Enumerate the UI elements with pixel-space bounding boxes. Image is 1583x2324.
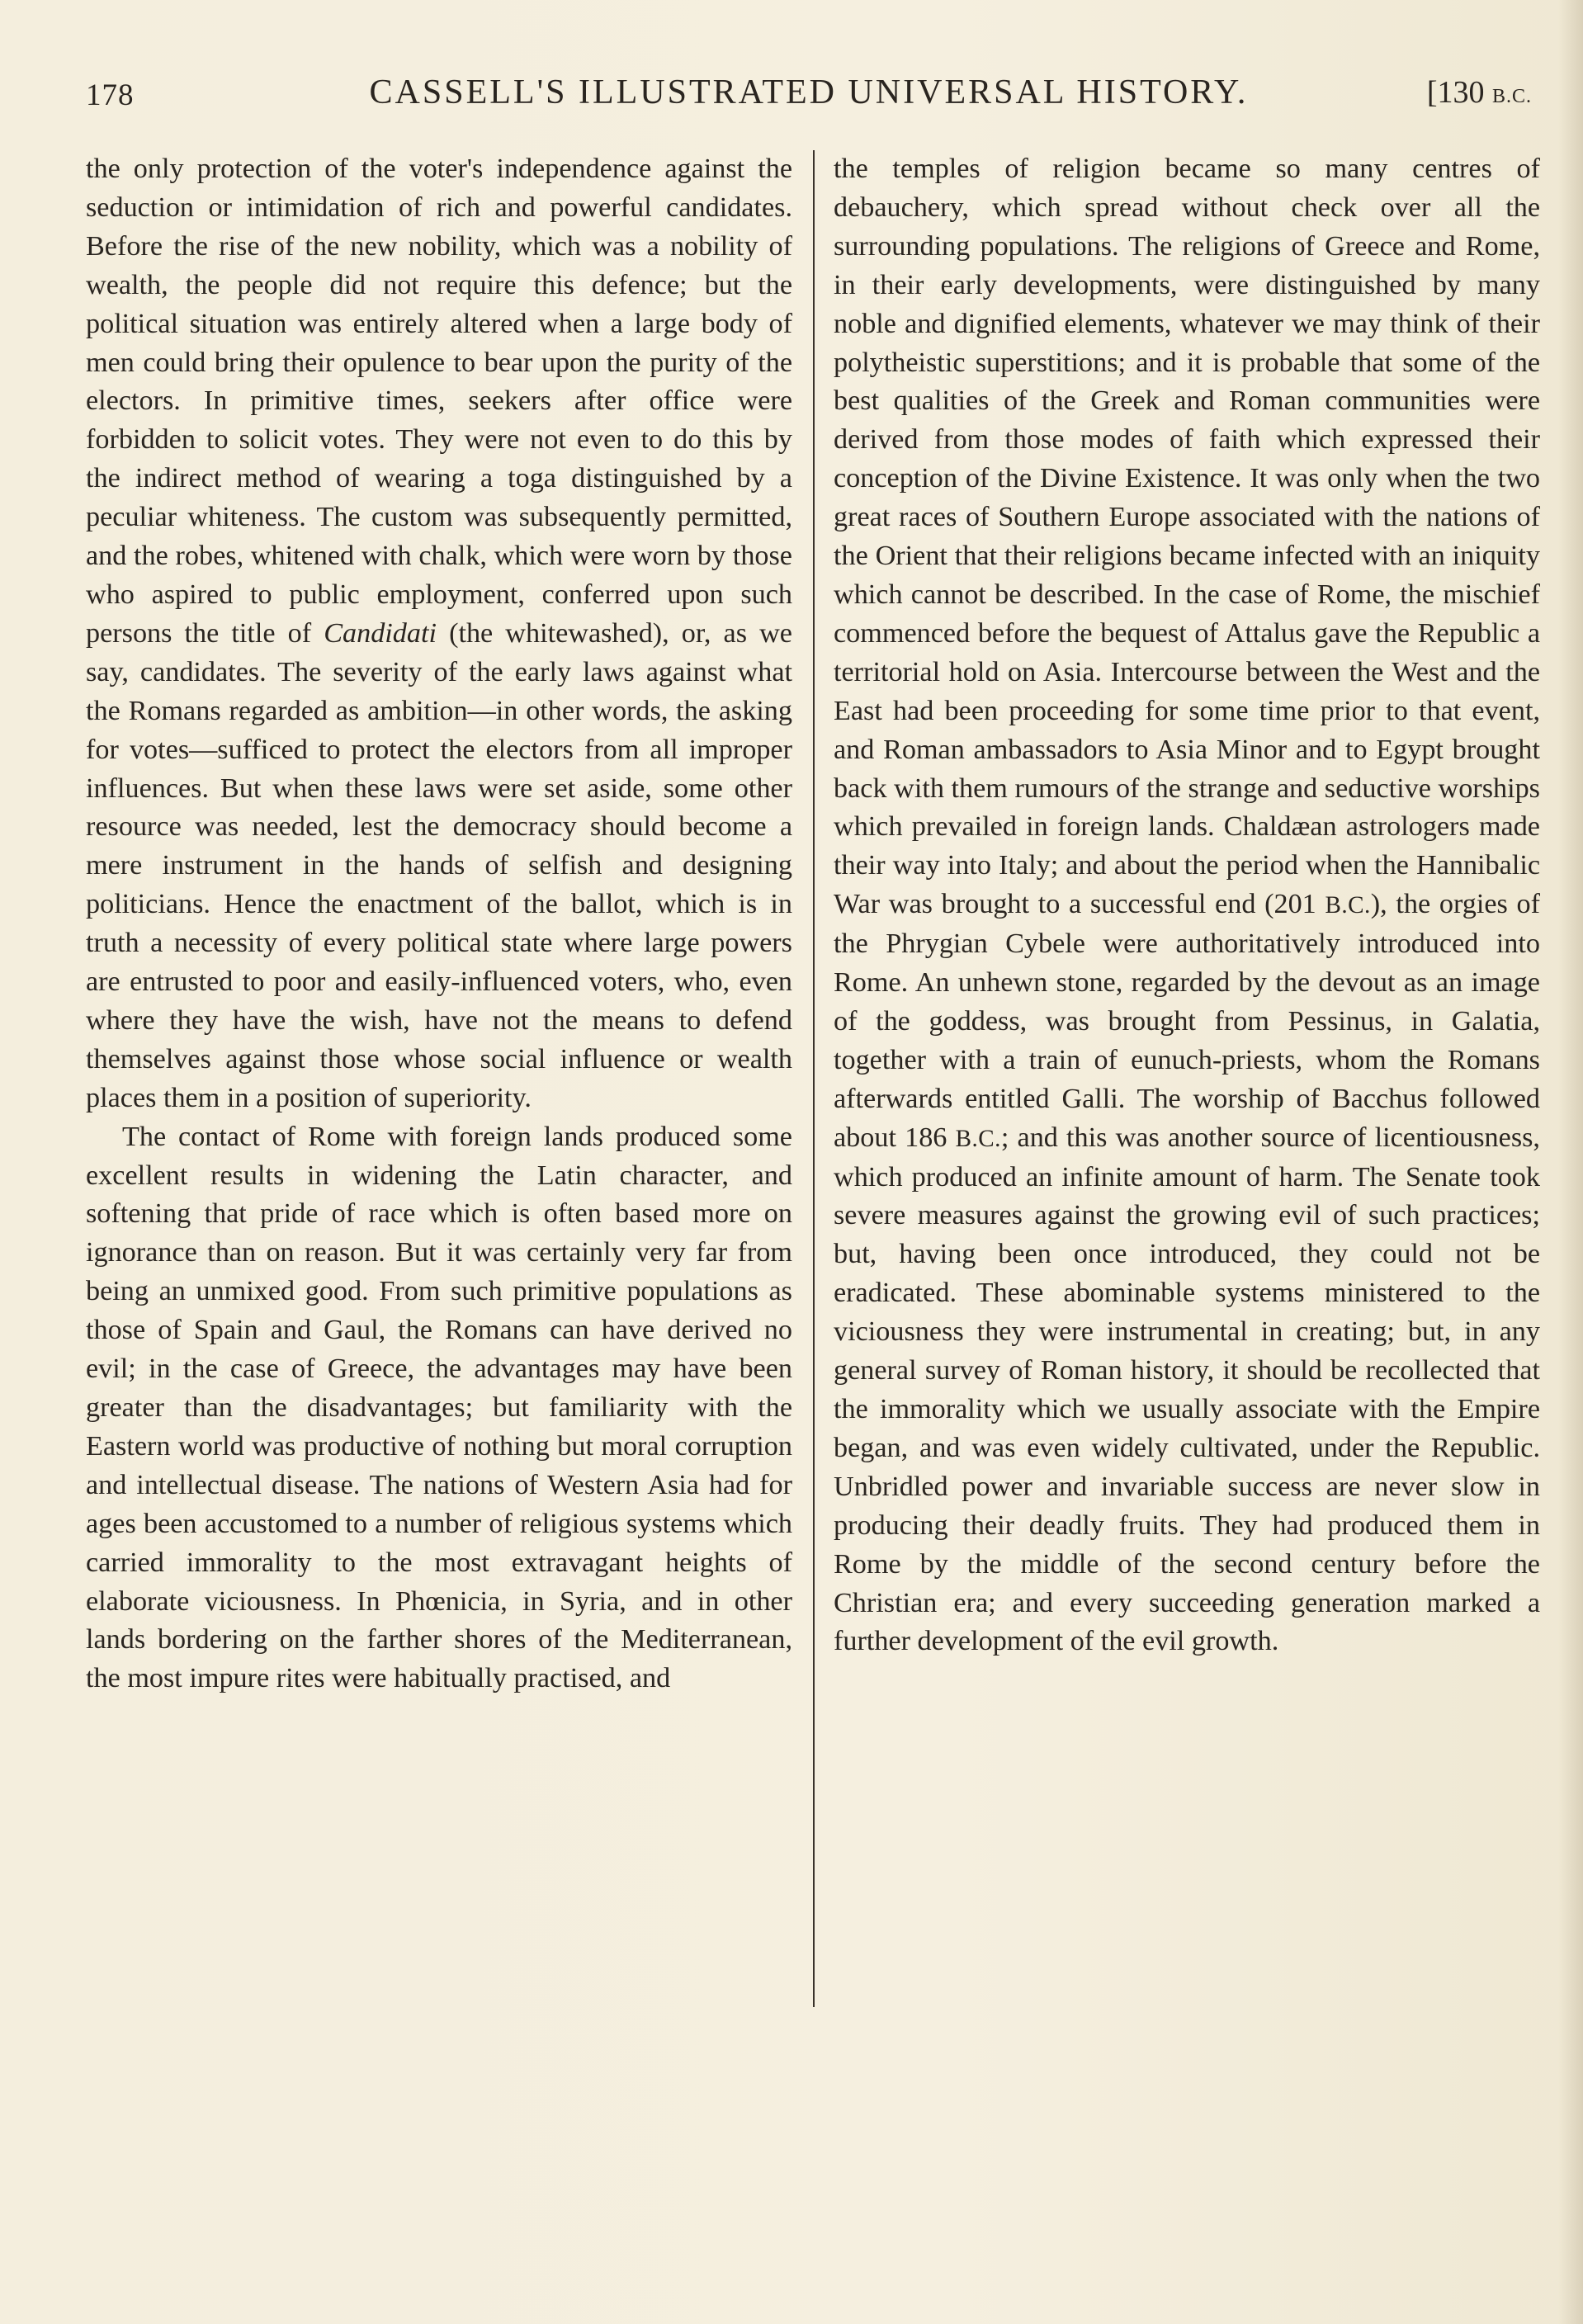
page-header xyxy=(86,66,1532,116)
text-run: ; and this was another source of licentiousness, which produced an infinite amount of harm. The Senate took severe measures against the growing evil of such practices; but, having been once introduced, they could not be eradicated. These abominable systems ministered to the viciousness they were instrumental in creating; but, in any general survey of Roman history, it should be recollected that the immorality which we usually associate with the Empire began, and was even widely cultivated, under the Republic. Unbridled power and invariable success are never slow in producing their deadly fruits. They had produced them in Rome by the middle of the second century before the Christian era; and every succeeding generation marked a further development of the evil growth. xyxy=(834,1122,1540,1657)
left-column xyxy=(86,150,792,1698)
era-abbreviation: B.C. xyxy=(1325,892,1371,919)
paragraph xyxy=(86,150,792,1118)
paragraph: The contact of Rome with foreign lands produced some excellent results in widening the Latin character, and softening that pride of race which is often based more on ignorance than on reason. But it was certainly very far from being an unmixed good. From such primitive populations as those of Spain and Gaul, the Romans can have derived no evil; in the case of Greece, the advantages may have been greater than the disadvantages; but familiarity with the Eastern world was productive of nothing but moral corruption and intellectual disease. The nations of Western Asia had for ages been accustomed to a number of religious systems which carried immorality to the most extravagant heights of elaborate viciousness. In Phœnicia, in Syria, and in other lands bordering on the farther shores of the Mediterranean, the most impure rites were habitually practised, and xyxy=(86,1121,792,1694)
italic-term: Candidati xyxy=(324,617,437,649)
right-column xyxy=(834,150,1540,1661)
paragraph xyxy=(834,150,1540,1661)
page-number: 178 xyxy=(86,78,135,112)
era-abbreviation: B.C. xyxy=(955,1125,1001,1152)
text-run: ), the orgies of the Phrygian Cybele were authoritatively introduced into Rome. An unhewn stone, regarded by the devout as an image of the goddess, was brought from Pessinus, in Galatia, together with a train of eunuch-priests, whom the Romans afterwards entitled Galli. The worship of Bacchus followed about 186 xyxy=(834,889,1540,1153)
date-bracket: [130 xyxy=(1426,75,1485,110)
column-divider xyxy=(813,150,815,2007)
date-era: B.C. xyxy=(1491,86,1532,107)
date-reference xyxy=(1427,74,1532,111)
running-title: CASSELL'S ILLUSTRATED UNIVERSAL HISTORY. xyxy=(369,73,1249,111)
text-run: the temples of religion became so many centres of debauchery, which spread without check over all the surrounding populations. The religions of Greece and Rome, in their early developments, were distinguished by many noble and dignified elements, whatever we may think of their polytheistic superstitions; and it is probable that some of the best qualities of the Greek and Roman communities were derived from those modes of faith which expressed their conception of the Divine Existence. It was only when the two great races of Southern Europe associated with the nations of the Orient that their religions became infected with an iniquity which cannot be described. In the case of Rome, the mischief commenced before the bequest of Attalus gave the Republic a territorial hold on Asia. Intercourse between the West and the East had been proceeding for some time prior to that event, and Roman ambassadors to Asia Minor and to Egypt brought back with them rumours of the strange and seductive worships which prevailed in foreign lands. Chaldæan astrologers made their way into Italy; and about the period when the Hannibalic War was brought to a successful end (201 xyxy=(834,154,1540,920)
text-run: (the whitewashed), or, as we say, candidates. The severity of the early laws against what the Romans regarded as ambition—in other words, the asking for votes—sufficed to protect the electors from all improper influences. But when these laws were set aside, some other resource was needed, lest the democracy should become a mere instrument in the hands of selfish and designing politicians. Hence the enactment of the ballot, which is in truth a necessity of every political state where large powers are entrusted to poor and easily-influenced voters, who, even where they have the wish, have not the means to defend themselves against those whose social influence or wealth places them in a position of superiority. xyxy=(86,617,792,1113)
page-edge-shadow xyxy=(1558,0,1583,2324)
text-run: the only protection of the voter's independence against the seduction or intimidation of rich and powerful candidates. Before the rise of the new nobility, which was a nobility of wealth, the people did not require this defence; but the political situation was entirely altered when a large body of men could bring their opulence to bear upon the purity of the electors. In primitive times, seekers after office were forbidden to solicit votes. They were not even to do this by the indirect method of wearing a toga distinguished by a peculiar whiteness. The custom was subsequently permitted, and the robes, whitened with chalk, which were worn by those who aspired to public employment, conferred upon such persons the title of xyxy=(86,154,792,649)
